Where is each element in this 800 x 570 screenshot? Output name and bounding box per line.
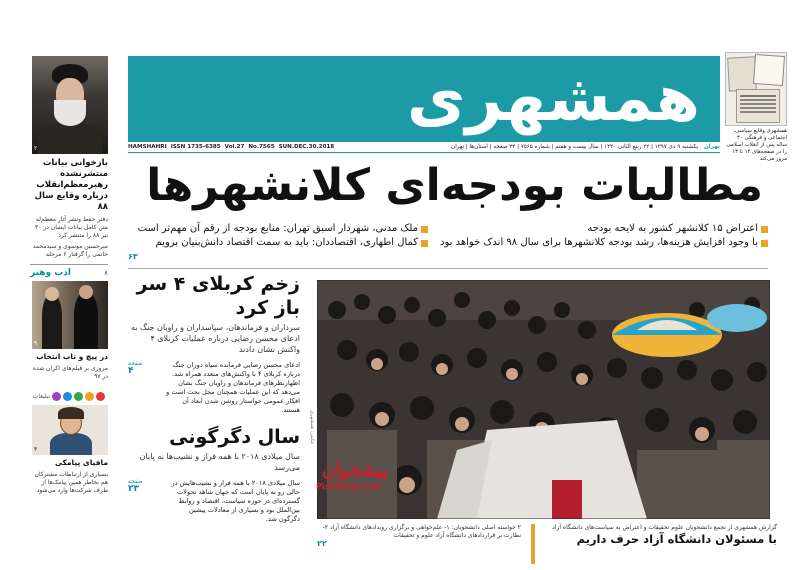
divider bbox=[128, 268, 768, 269]
bullet-item[interactable]: اعتراض ۱۵ کلانشهر کشور به لایحه بودجه bbox=[440, 222, 768, 236]
bottom-side-text bbox=[317, 524, 521, 564]
masthead bbox=[128, 56, 720, 142]
story-transformation-text: سال میلادی ۲۰۱۸ با همه فراز و نشیب‌هایش در حالی رو به پایان است که جهان شاهد تحولات گسترده‌ای در حوزه سیاست، اقتصاد و روابط بین‌الملل بود و بسیاری از معادلات پیشین دگرگون شد. bbox=[171, 479, 300, 523]
left-text-4: بسیاری از ارتباطات مشترکان هم بخاطر همین پیامک‌ها از طرف شرکت‌ها وارد می‌شود bbox=[34, 471, 108, 494]
left-headline-3[interactable]: مافیای پیامکی bbox=[54, 458, 108, 467]
story-transformation-body bbox=[128, 479, 300, 524]
bottom-page-ref: ۲۲ bbox=[317, 539, 327, 548]
left-text-2: میرحسین موسوی و سیدمحمد خاتمی را گرفتار ۶ مرحله bbox=[32, 243, 108, 258]
middle-column bbox=[128, 272, 300, 562]
bottom-side-body: ۲ خواسته اصلی دانشجویان: ۱- علم‌خواهی و برگزاری رویدادهای دانشگاه آزاد ۲- نظارت بر قراردادهای دانشگاه آزاد علوم و تحقیقات bbox=[322, 524, 521, 539]
bullet-item[interactable]: ملک مدنی، شهردار اسبق تهران: منابع بودجه از رقم آن مهم‌تر است bbox=[128, 222, 428, 236]
bullet-square-icon bbox=[421, 226, 428, 233]
bullets-left-column bbox=[128, 222, 428, 266]
headline-bullets bbox=[128, 222, 768, 266]
story-karbala-headline[interactable]: زخم کربلای ۴ سر باز کرد bbox=[136, 273, 300, 319]
story-karbala-page-badge[interactable]: صفحه ۴ bbox=[128, 361, 143, 376]
social-ads-banner bbox=[30, 387, 108, 405]
left-text-3: مروری بر فیلم‌های اکران شده در ۹۷ bbox=[32, 365, 108, 380]
story-transformation-headline[interactable]: سال دگرگونی bbox=[169, 426, 300, 448]
date-persian: یکشنبه ۹ دی ۱۳۹۷ | ۲۲ ربیع الثانی ۱۴۴۰ | سال بیست و هفتم | شماره ۷۵۶۵ | ۲۴ صفحه | استان‌ها | تهران bbox=[451, 144, 699, 150]
bottom-headline[interactable]: با مسئولان دانشگاه آزاد حرف داریم bbox=[576, 532, 777, 546]
story-karbala-body bbox=[128, 361, 300, 415]
archive-papers-image bbox=[725, 52, 787, 126]
bottom-story bbox=[317, 524, 777, 564]
brand-latin: HAMSHAHRI bbox=[128, 144, 167, 150]
adab-title[interactable]: ادب وهنر bbox=[30, 267, 71, 278]
film-photo-page-number: ۹ bbox=[34, 340, 38, 347]
left-headline-2[interactable]: در پیچ و تاب انتخاب bbox=[36, 352, 108, 361]
story-transformation-deck: سال میلادی ۲۰۱۸ با همه فراز و نشیب‌ها به پایان می‌رسد bbox=[139, 452, 300, 472]
watermark-url[interactable]: Pishkhaan.net bbox=[316, 482, 381, 491]
bottom-accent-bar bbox=[531, 524, 535, 564]
issue-number: No.7565 bbox=[248, 144, 275, 150]
bullet-item[interactable]: با وجود افزایش هزینه‌ها، رشد بودجه کلانشهرها برای سال ۹۸ اندک خواهد بود bbox=[440, 236, 768, 250]
page-label: تهران bbox=[704, 144, 720, 150]
bullet-square-icon bbox=[421, 240, 428, 247]
story-karbala-deck: سرداران و فرماندهان، سپاسداران و راویان جنگ به ادعای محسن رضایی درباره عملیات کربلای ۴ واکنش نشان دادند bbox=[130, 323, 300, 354]
left-column bbox=[30, 56, 108, 561]
bottom-caption: گزارش همشهری از تجمع دانشجویان علوم تحقیقات و اعتراض به سیاست‌های دانشگاه آزاد bbox=[552, 524, 777, 531]
bullet-square-icon bbox=[761, 240, 768, 247]
headline-page-ref: ۶۳ bbox=[128, 252, 138, 261]
bottom-headline-block bbox=[545, 524, 777, 564]
cartoon-page-number: ۳ bbox=[34, 446, 38, 453]
story-transformation bbox=[128, 425, 300, 524]
film-photo[interactable] bbox=[32, 281, 108, 349]
story-transformation-page-badge[interactable]: صفحه ۲۳ bbox=[128, 479, 143, 494]
masthead-info-strip bbox=[128, 142, 720, 153]
bullet-square-icon bbox=[761, 226, 768, 233]
issn: ISSN 1735-6385 bbox=[170, 144, 221, 150]
archive-caption: همشهری وقایع سیاسی، اجتماعی و فرهنگی ۴۰ ساله پس از انقلاب اسلامی را در صفحه‌های ۱۴ تا ۱۳ مرور می‌کند bbox=[726, 128, 787, 162]
date-latin: SUN.DEC.30.2018 bbox=[278, 144, 335, 150]
left-text-1: دفتر حفظ ونشر آثار معظم‌له متن کامل بیانات ایشان در ۳۰ تیر ۸۸ را منتشر کرد bbox=[35, 216, 108, 239]
left-headline-1[interactable]: بازخوانی بیانات منتشرنشده رهبرمعظم‌انقلاب درباره وقایع سال ۸۸ bbox=[34, 158, 108, 212]
social-ads-text: تبلیغات bbox=[32, 392, 51, 400]
portrait-page-number: ۲ bbox=[34, 145, 38, 152]
adab-section-header bbox=[30, 264, 108, 278]
volume: Vol.27 bbox=[224, 144, 245, 150]
sms-cartoon[interactable] bbox=[32, 405, 108, 455]
bullets-right-column bbox=[440, 222, 768, 266]
bullet-item[interactable]: کمال اطهاری، اقتصاددان: باید به سمت اقتصاد دانش‌بنیان برویم bbox=[128, 236, 428, 250]
archive-thumbnail[interactable] bbox=[725, 52, 787, 162]
student-protest-photo[interactable] bbox=[317, 280, 770, 519]
leader-portrait[interactable] bbox=[32, 56, 108, 154]
watermark-logo: پیشخوان bbox=[322, 460, 388, 481]
main-headline[interactable]: مطالبات بودجه‌ای کلانشهرها bbox=[146, 160, 763, 211]
adab-page-number: ۸ bbox=[104, 268, 108, 277]
story-karbala bbox=[128, 272, 300, 415]
story-karbala-text: ادعای محسن رضایی فرمانده سپاه دوران جنگ درباره کربلای ۴ با واکنش‌های متعدد همراه شد. اظهارنظرهای فرماندهان و راویان جنگ نشان می‌دهد که این عملیات همچنان محل بحث است و افکار عمومی خواستار روشن شدن ابعاد آن هستند. bbox=[166, 361, 300, 414]
newspaper-logo[interactable]: همشهری bbox=[406, 62, 700, 136]
photo-credit: عکس: همشهری bbox=[309, 410, 315, 445]
